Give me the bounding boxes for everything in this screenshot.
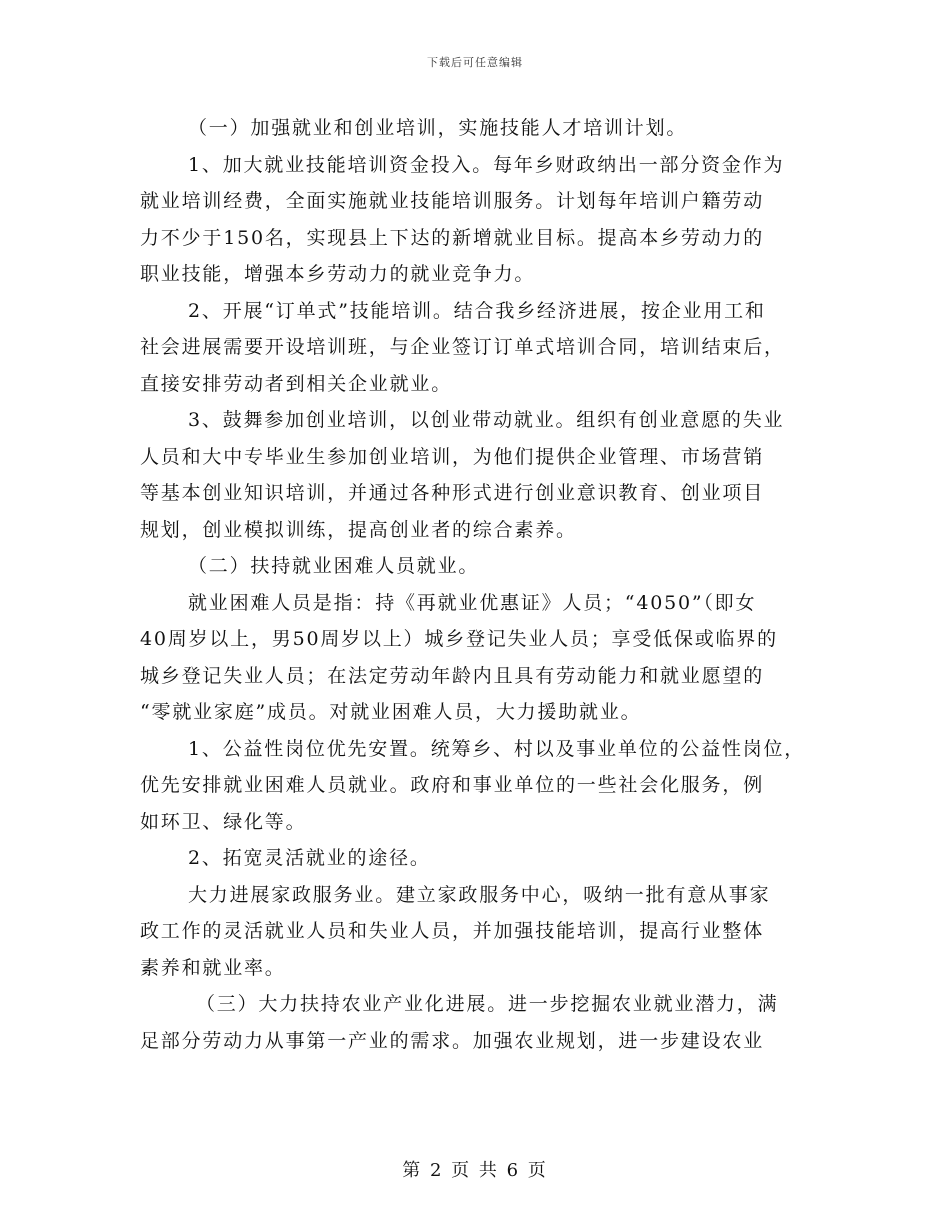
paragraph-line: 1、加大就业技能培训资金投入。每年乡财政纳出一部分资金作为 bbox=[188, 153, 785, 176]
paragraph-line: 1、公益性岗位优先安置。统筹乡、村以及事业单位的公益性岗位， bbox=[188, 737, 806, 760]
paragraph-line: 政工作的灵活就业人员和失业人员，并加强技能培训，提高行业整体 bbox=[140, 920, 765, 942]
section-heading-3: （三）大力扶持农业产业化进展。进一步挖掘农业就业潜力，满 bbox=[196, 993, 779, 1015]
paragraph-line: 40周岁以上，男50周岁以上）城乡登记失业人员；享受低保或临界的 bbox=[140, 628, 778, 650]
paragraph-line: 职业技能，增强本乡劳动力的就业竞争力。 bbox=[140, 263, 536, 285]
paragraph-line: 城乡登记失业人员；在法定劳动年龄内且具有劳动能力和就业愿望的 bbox=[140, 664, 765, 687]
paragraph-line: 规划，创业模拟训练，提高创业者的综合素养。 bbox=[140, 518, 577, 541]
paragraph-line: 如环卫、绿化等。 bbox=[140, 810, 307, 833]
paragraph-line: 大力进展家政服务业。建立家政服务中心，吸纳一批有意从事家 bbox=[188, 883, 771, 906]
paragraph-line: 力不少于150名，实现县上下达的新增就业目标。提高本乡劳动力的 bbox=[140, 226, 765, 249]
paragraph-line: 人员和大中专毕业生参加创业培训，为他们提供企业管理、市场营销 bbox=[140, 445, 765, 468]
paragraph-line: 2、拓宽灵活就业的途径。 bbox=[188, 847, 431, 869]
section-heading-1: （一）加强就业和创业培训，实施技能人才培训计划。 bbox=[188, 117, 688, 139]
paragraph-line: “零就业家庭”成员。对就业困难人员，大力援助就业。 bbox=[140, 701, 642, 723]
paragraph-line: 直接安排劳动者到相关企业就业。 bbox=[140, 372, 453, 395]
paragraph-line: 2、开展“订单式”技能培训。结合我乡经济进展，按企业用工和 bbox=[188, 299, 766, 322]
paragraph-line: 足部分劳动力从事第一产业的需求。加强农业规划，进一步建设农业 bbox=[140, 1029, 765, 1052]
paragraph-line: 社会进展需要开设培训班，与企业签订订单式培训合同，培训结束后， bbox=[140, 336, 785, 358]
section-heading-2: （二）扶持就业困难人员就业。 bbox=[188, 555, 480, 577]
paragraph-line: 素养和就业率。 bbox=[140, 956, 286, 979]
paragraph-line: 就业培训经费，全面实施就业技能培训服务。计划每年培训户籍劳动 bbox=[140, 190, 765, 212]
page-number: 第 2 页 共 6 页 bbox=[402, 1160, 548, 1181]
document-body bbox=[140, 110, 820, 1059]
paragraph-line: 就业困难人员是指：持《再就业优惠证》人员；“4050”（即女 bbox=[188, 591, 757, 614]
page-header: 下载后可任意编辑 bbox=[427, 56, 523, 69]
paragraph-line: 3、鼓舞参加创业培训，以创业带动就业。组织有创业意愿的失业 bbox=[188, 409, 785, 431]
paragraph-line: 等基本创业知识培训，并通过各种形式进行创业意识教育、创业项目 bbox=[140, 482, 765, 504]
paragraph-line: 优先安排就业困难人员就业。政府和事业单位的一些社会化服务，例 bbox=[140, 774, 765, 796]
